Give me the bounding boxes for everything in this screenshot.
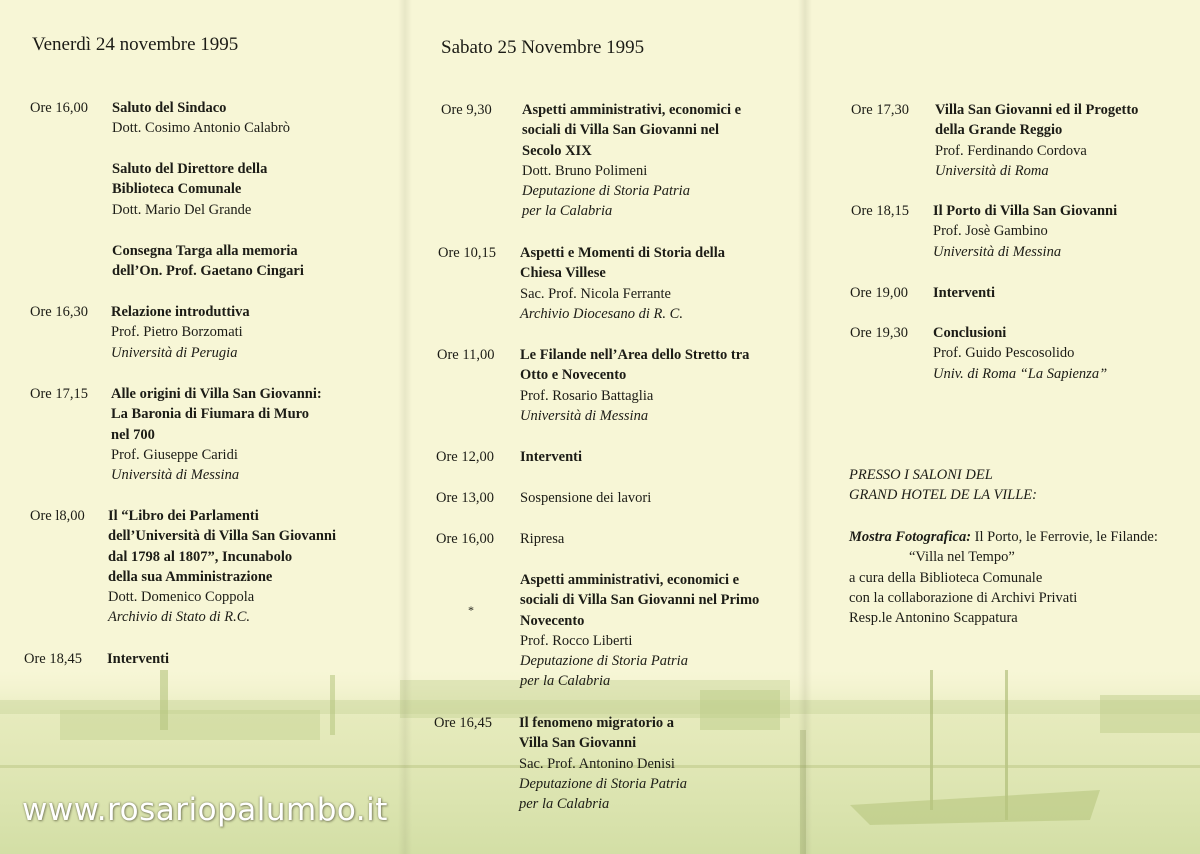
entry-title-line: dell’Università di Villa San Giovanni bbox=[108, 528, 337, 545]
entry-affiliation: Archivio di Stato di R.C. bbox=[108, 609, 251, 626]
entry-affiliation: per la Calabria bbox=[519, 796, 610, 813]
entry-body bbox=[112, 241, 304, 282]
entry-body bbox=[519, 713, 687, 814]
entry-body bbox=[520, 447, 582, 467]
entry-title-line: Villa San Giovanni bbox=[519, 735, 637, 752]
entry-body bbox=[520, 570, 759, 692]
entry-affiliation: Univ. di Roma “La Sapienza” bbox=[933, 365, 1108, 382]
entry-affiliation: Archivio Diocesano di R. C. bbox=[520, 305, 683, 322]
entry-time: Ore 17,15 bbox=[30, 386, 88, 402]
entry-time: Ore 16,45 bbox=[434, 715, 492, 731]
entry-title-line: Consegna Targa alla memoria bbox=[112, 243, 298, 259]
entry-speaker: Prof. Rosario Battaglia bbox=[520, 387, 654, 404]
entry-time: Ore 17,30 bbox=[851, 102, 909, 118]
entry-speaker: Prof. Giuseppe Caridi bbox=[111, 446, 238, 463]
entry-time: Ore 12,00 bbox=[436, 449, 494, 465]
entry-title-line: Biblioteca Comunale bbox=[112, 181, 242, 198]
entry-body bbox=[112, 98, 290, 139]
entry-affiliation: per la Calabria bbox=[520, 673, 611, 690]
entry-title-line: Il “Libro dei Parlamenti bbox=[108, 508, 259, 524]
entry-speaker: Ripresa bbox=[520, 531, 565, 547]
entry-time: Ore 18,15 bbox=[851, 203, 909, 219]
entry-time: Ore 16,00 bbox=[436, 531, 494, 547]
exhibit-line: con la collaborazione di Archivi Privati bbox=[849, 589, 1078, 606]
entry-title-line: dal 1798 al 1807”, Incunabolo bbox=[108, 548, 293, 565]
entry-title-line: nel 700 bbox=[111, 426, 155, 443]
entry-speaker: Sospensione dei lavori bbox=[520, 490, 652, 506]
entry-speaker: Dott. Bruno Polimeni bbox=[522, 162, 648, 179]
entry-affiliation: Deputazione di Storia Patria bbox=[522, 183, 690, 200]
entry-title-line: Aspetti amministrativi, economici e bbox=[520, 572, 740, 588]
entry-body bbox=[935, 100, 1138, 181]
entry-affiliation: Università di Roma bbox=[935, 162, 1049, 179]
entry-title-line: La Baronia di Fiumara di Muro bbox=[111, 406, 310, 423]
entry-time: Ore 9,30 bbox=[441, 102, 492, 118]
entry-body bbox=[107, 649, 169, 669]
entry-title-line: Saluto del Sindaco bbox=[112, 100, 227, 116]
day-heading: Sabato 25 Novembre 1995 bbox=[441, 37, 645, 58]
venue-line: PRESSO I SALONI DEL bbox=[849, 467, 993, 483]
entry-affiliation: Università di Messina bbox=[520, 407, 649, 424]
entry-speaker: Dott. Domenico Coppola bbox=[108, 589, 255, 606]
entry-time: Ore 10,15 bbox=[438, 245, 496, 261]
entry-body bbox=[520, 488, 651, 508]
entry-body bbox=[933, 201, 1117, 262]
entry-body bbox=[933, 283, 995, 303]
entry-affiliation: per la Calabria bbox=[522, 203, 613, 220]
entry-title-line: Interventi bbox=[520, 449, 583, 465]
exhibit-heading bbox=[849, 527, 1158, 547]
entry-body bbox=[108, 506, 336, 628]
entry-title-line: Chiesa Villese bbox=[520, 265, 606, 282]
entry-title-line: Secolo XIX bbox=[522, 142, 592, 159]
fold-shadow-right bbox=[798, 0, 812, 854]
exhibit-note bbox=[849, 527, 1158, 628]
entry-title-line: Villa San Giovanni ed il Progetto bbox=[935, 102, 1139, 118]
entry-title-line: Saluto del Direttore della bbox=[112, 161, 268, 177]
entry-title-line: Aspetti e Momenti di Storia della bbox=[520, 245, 725, 261]
entry-title-line: Otto e Novecento bbox=[520, 367, 627, 384]
exhibit-desc: Il Porto, le Ferrovie, le Filande: bbox=[971, 529, 1158, 545]
venue-line: GRAND HOTEL DE LA VILLE: bbox=[849, 487, 1037, 504]
entry-title-line: Il Porto di Villa San Giovanni bbox=[933, 203, 1118, 219]
entry-time: Ore 18,45 bbox=[24, 651, 82, 667]
entry-title-line: Aspetti amministrativi, economici e bbox=[522, 102, 742, 118]
entry-title-line: Relazione introduttiva bbox=[111, 304, 250, 320]
entry-speaker: Prof. Josè Gambino bbox=[933, 223, 1048, 240]
entry-time: Ore 19,00 bbox=[850, 285, 908, 301]
entry-body bbox=[112, 159, 267, 220]
entry-speaker: Sac. Prof. Antonino Denisi bbox=[519, 755, 675, 772]
entry-affiliation: Università di Perugia bbox=[111, 344, 238, 361]
entry-speaker: Prof. Pietro Borzomati bbox=[111, 324, 243, 341]
entry-body bbox=[520, 529, 564, 549]
entry-title-line: Alle origini di Villa San Giovanni: bbox=[111, 386, 322, 402]
venue-note bbox=[849, 465, 1037, 506]
entry-time: Ore 13,00 bbox=[436, 490, 494, 506]
entry-body bbox=[111, 302, 250, 363]
entry-title-line: Interventi bbox=[107, 651, 170, 667]
entry-speaker: Prof. Rocco Liberti bbox=[520, 632, 633, 649]
site-watermark: www.rosariopalumbo.it bbox=[22, 792, 388, 828]
exhibit-label: Mostra Fotografica: bbox=[849, 529, 972, 545]
exhibit-line: a cura della Biblioteca Comunale bbox=[849, 569, 1043, 586]
entry-title-line: sociali di Villa San Giovanni nel bbox=[522, 122, 720, 139]
entry-affiliation: Università di Messina bbox=[933, 243, 1062, 260]
asterisk-mark: * bbox=[468, 603, 474, 617]
entry-speaker: Prof. Guido Pescosolido bbox=[933, 345, 1075, 362]
entry-speaker: Dott. Cosimo Antonio Calabrò bbox=[112, 120, 291, 137]
exhibit-title: “Villa nel Tempo” bbox=[909, 549, 1015, 566]
entry-title-line: Conclusioni bbox=[933, 325, 1007, 341]
entry-affiliation: Deputazione di Storia Patria bbox=[520, 653, 688, 670]
entry-title-line: dell’On. Prof. Gaetano Cingari bbox=[112, 263, 304, 280]
fold-shadow-left bbox=[398, 0, 412, 854]
entry-speaker: Sac. Prof. Nicola Ferrante bbox=[520, 285, 671, 302]
entry-time: Ore 16,30 bbox=[30, 304, 88, 320]
entry-title-line: della sua Amministrazione bbox=[108, 568, 273, 585]
entry-title-line: Novecento bbox=[520, 612, 585, 629]
entry-title-line: Il fenomeno migratorio a bbox=[519, 715, 675, 731]
entry-body bbox=[111, 384, 322, 485]
day-heading: Venerdì 24 novembre 1995 bbox=[32, 34, 239, 55]
entry-body bbox=[522, 100, 741, 222]
entry-speaker: Dott. Mario Del Grande bbox=[112, 201, 252, 218]
entry-time: Ore 11,00 bbox=[437, 347, 495, 363]
entry-time: Ore 19,30 bbox=[850, 325, 908, 341]
entry-affiliation: Deputazione di Storia Patria bbox=[519, 775, 687, 792]
entry-title-line: Interventi bbox=[933, 285, 996, 301]
entry-time: Ore l8,00 bbox=[30, 508, 85, 524]
exhibit-line: Resp.le Antonino Scappatura bbox=[849, 610, 1018, 627]
entry-affiliation: Università di Messina bbox=[111, 467, 240, 484]
entry-time: Ore 16,00 bbox=[30, 100, 88, 116]
entry-body bbox=[933, 323, 1107, 384]
entry-title-line: sociali di Villa San Giovanni nel Primo bbox=[520, 592, 760, 609]
entry-body bbox=[520, 345, 749, 426]
entry-body bbox=[520, 243, 725, 324]
entry-title-line: Le Filande nell’Area dello Stretto tra bbox=[520, 347, 750, 363]
entry-speaker: Prof. Ferdinando Cordova bbox=[935, 142, 1087, 159]
entry-title-line: della Grande Reggio bbox=[935, 122, 1063, 139]
